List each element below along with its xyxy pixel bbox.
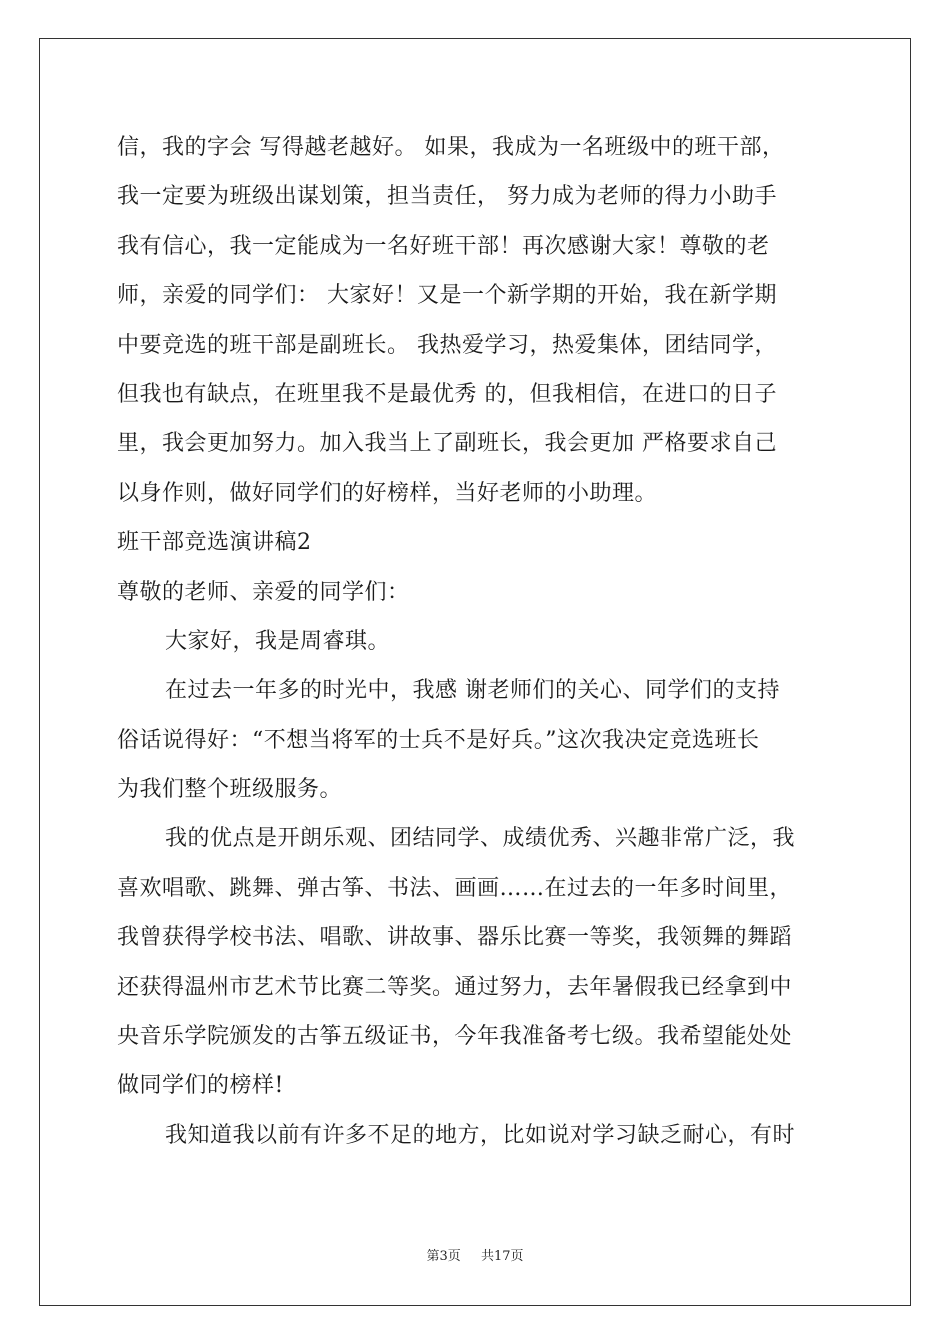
page-footer: [0, 1245, 950, 1264]
text-line: 还获得温州市艺术节比赛二等奖。通过努力，去年暑假我已经拿到中: [117, 974, 793, 1000]
text-line: 做同学们的榜样!: [117, 1073, 284, 1099]
text-line: 我知道我以前有许多不足的地方，比如说对学习缺乏耐心，有时: [165, 1122, 796, 1148]
text-line: 以身作则，做好同学们的好榜样，当好老师的小助理。: [117, 480, 658, 506]
section-heading: 班干部竞选演讲稿2: [117, 530, 312, 556]
text-line: 里，我会更加努力。加入我当上了副班长，我会更加 严格要求自己: [117, 431, 777, 457]
salutation: 尊敬的老师、亲爱的同学们：: [117, 579, 410, 605]
text-line: 师，亲爱的同学们： 大家好！又是一个新学期的开始，我在新学期: [117, 283, 777, 309]
page-total: 共17页: [480, 1249, 524, 1264]
text-line: 在过去一年多的时光中，我感 谢老师们的关心、同学们的支持: [165, 678, 780, 704]
page-number: 第3页: [426, 1249, 461, 1264]
document-body: [117, 128, 837, 1165]
text-line: 信，我的字会 写得越老越好。 如果，我成为一名班级中的班干部，: [117, 135, 785, 160]
text-line: 我曾获得学校书法、唱歌、讲故事、器乐比赛一等奖，我领舞的舞蹈: [117, 925, 793, 951]
text-line: 但我也有缺点，在班里我不是最优秀 的，但我相信，在进口的日子: [117, 381, 777, 407]
text-line: 为我们整个班级服务。: [117, 777, 343, 803]
text-line: 喜欢唱歌、跳舞、弹古筝、书法、画画……在过去的一年多时间里，: [117, 875, 793, 901]
text-line: 大家好，我是周睿琪。: [165, 628, 391, 654]
text-line: 俗话说得好：“不想当将军的士兵不是好兵。”这次我决定竞选班长: [117, 727, 760, 753]
text-line: 我的优点是开朗乐观、团结同学、成绩优秀、兴趣非常广泛，我: [165, 826, 796, 852]
text-line: 我有信心，我一定能成为一名好班干部！再次感谢大家！尊敬的老: [117, 233, 770, 259]
text-line: 我一定要为班级出谋划策，担当责任， 努力成为老师的得力小助手: [117, 184, 777, 210]
text-line: 中要竞选的班干部是副班长。 我热爱学习，热爱集体，团结同学，: [117, 332, 777, 358]
text-line: 央音乐学院颁发的古筝五级证书，今年我准备考七级。我希望能处处: [117, 1024, 793, 1050]
